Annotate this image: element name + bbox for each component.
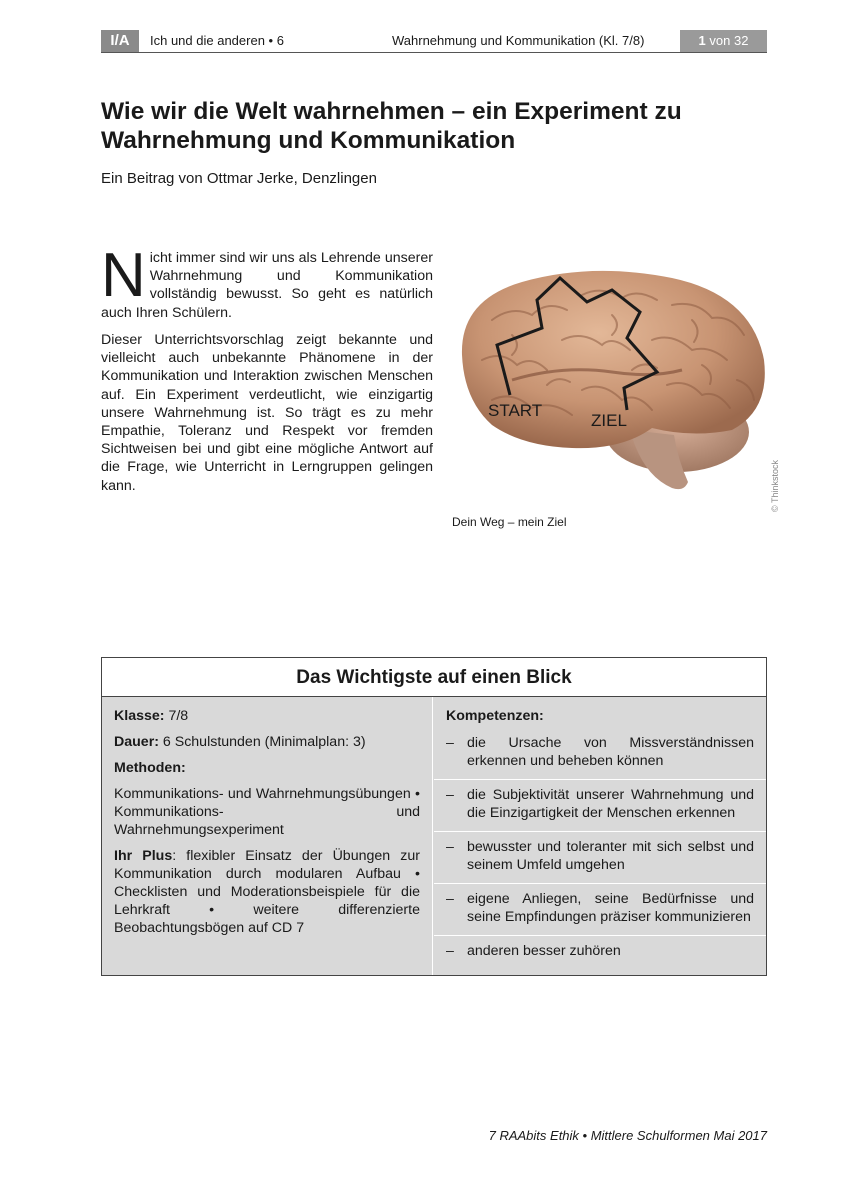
topic-label: Wahrnehmung und Kommunikation (Kl. 7/8) [392,33,645,48]
class-label: Klasse: [114,708,165,724]
competence-item: – die Ursache von Missverständnissen erkennen und beheben können [446,734,754,770]
competence-item: – anderen besser zuhören [434,935,766,960]
intro-paragraph [101,241,433,322]
plus-label: Ihr Plus [114,848,173,864]
drop-cap: N [101,241,146,310]
summary-right-column [434,697,766,975]
duration-label: Dauer: [114,734,159,750]
page-header [101,30,767,53]
competence-item: – die Subjektivität unserer Wahrnehmung und die Einzigartigkeit der Menschen erkennen [434,779,766,822]
page-footer: 7 RAAbits Ethik • Mittlere Schulformen Mai 2017 [488,1128,767,1143]
start-label: START [488,401,543,420]
summary-left-column [102,697,433,975]
class-line [114,707,420,725]
goal-label: ZIEL [591,411,627,430]
section-badge: I/A [101,30,139,52]
figure-caption: Dein Weg – mein Ziel [452,515,567,529]
summary-box-body [102,697,766,975]
competence-item: – bewusster und toleranter mit sich selbst und seinem Umfeld umgehen [434,831,766,874]
methods-line [114,759,420,777]
duration-line [114,733,420,751]
plus-line [114,847,420,937]
author-line: Ein Beitrag von Ottmar Jerke, Denzlingen [101,170,377,187]
page-number: 1 [698,33,706,48]
series-label: Ich und die anderen • 6 [150,33,284,48]
class-value: 7/8 [168,708,189,724]
brain-illustration [452,260,772,500]
duration-value: 6 Schulstunden (Minimalplan: 3) [162,734,366,750]
summary-box [101,657,767,976]
image-credit: © Thinkstock [770,460,780,512]
page-title: Wie wir die Welt wahrnehmen – ein Experiment zu Wahrnehmung und Kommunikation [101,98,682,154]
competence-item: – eigene Anliegen, seine Bedürfnisse und seine Empfindungen präziser kommunizieren [434,883,766,926]
intro-text: icht immer sind wir uns als Lehrende unserer Wahrnehmung und Kommunikation vollständig bewusst. So geht es natürlich auch Ihren Schülern. [101,250,433,321]
page-counter [680,30,767,52]
summary-box-heading: Das Wichtigste auf einen Blick [102,658,766,697]
plus-value: : flexibler Einsatz der Übungen zur Kommunikation durch modularen Aufbau • Checklisten und Moderationsbeispiele für die Lehrkraft • weitere differenzierte Beobachtungsbögen auf CD 7 [114,848,420,936]
methods-label: Methoden: [114,760,186,776]
description-paragraph: Dieser Unterrichtsvorschlag zeigt bekannte und vielleicht auch unbekannte Phänomene in der Kommunikation und Interaktion zwischen Menschen auf. Ein Experiment verdeutlicht, wie einzigartig unsere Wahrnehmung ist. So trägt es zu mehr Empathie, Toleranz und Respekt vor fremden Sichtweisen bei und gibt eine mögliche Antwort auf die Frage, wie Unterricht in Lerngruppen gelingen kann. [101,332,433,494]
brain-image [452,260,772,500]
competences-label: Kompetenzen: [446,708,544,724]
competences-list [446,734,754,960]
methods-value: Kommunikations- und Wahrnehmungsübungen • Kommunikations- und Wahrnehmungsexperiment [114,786,420,838]
page-total: von 32 [709,33,749,48]
